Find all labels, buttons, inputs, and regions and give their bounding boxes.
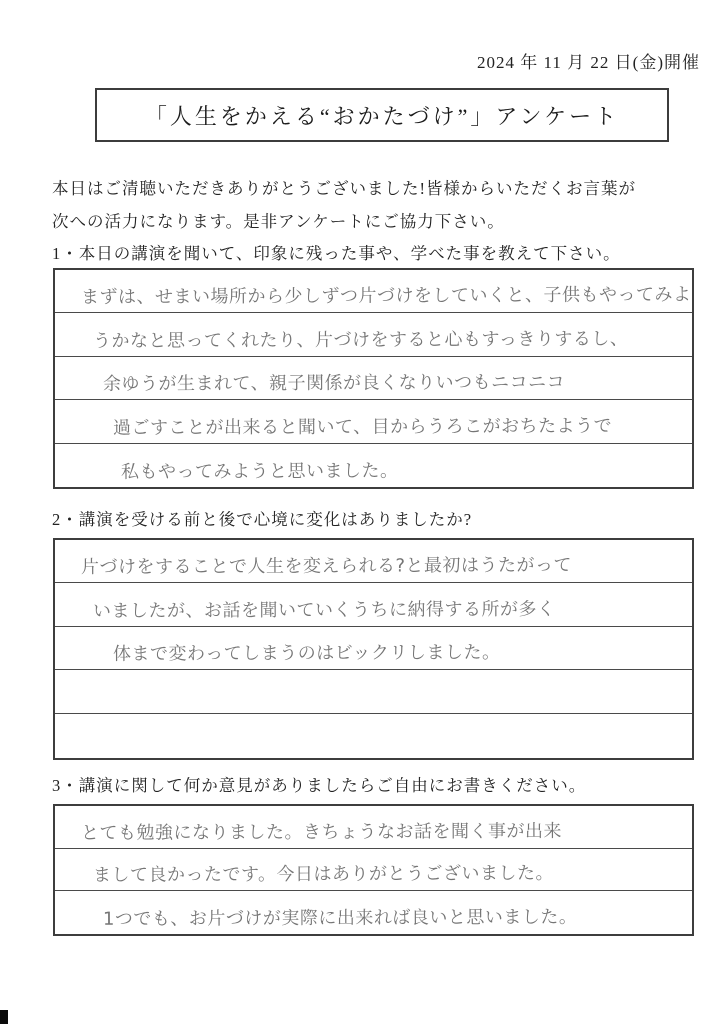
answer-1-row-5 — [55, 444, 692, 487]
answer-1-row-4 — [55, 400, 692, 443]
answer-box-3 — [53, 804, 694, 936]
handwritten-answer-line: とても勉強になりました。きちょうなお話を聞く事が出来 — [80, 820, 562, 844]
handwritten-answer-line: うかなと思ってくれたり、片づけをすると心もすっきりするし、 — [92, 328, 629, 352]
survey-title-box — [95, 88, 669, 142]
answer-3-row-3 — [55, 891, 692, 934]
answer-2-row-2 — [55, 583, 692, 626]
answer-3-row-1 — [55, 806, 692, 849]
question-1: 1・本日の講演を聞いて、印象に残った事や、学べた事を教えて下さい。 — [52, 244, 621, 263]
handwritten-answer-line: 私もやってみようと思いました。 — [120, 460, 399, 483]
intro-paragraph — [52, 172, 682, 238]
answer-1-row-2 — [55, 313, 692, 356]
answer-2-row-1 — [55, 540, 692, 583]
answer-box-1 — [53, 268, 694, 489]
handwritten-answer-line: 1つでも、お片づけが実際に出来れば良いと思いました。 — [102, 906, 578, 930]
handwritten-answer-line: まして良かったです。今日はありがとうございました。 — [92, 863, 555, 887]
handwritten-answer-line: いましたが、お話を聞いていくうちに納得する所が多く — [92, 598, 556, 622]
intro-line-1: 本日はご清聴いただきありがとうございました!皆様からいただくお言葉が — [52, 179, 636, 198]
handwritten-answer-line — [55, 709, 81, 712]
question-2: 2・講演を受ける前と後で心境に変化はありましたか? — [52, 510, 473, 529]
answer-1-row-1 — [55, 270, 692, 313]
survey-title: 「人生をかえる“おかたづけ”」アンケート — [144, 103, 620, 129]
handwritten-answer-line: 片づけをすることで人生を変えられる?と最初はうたがって — [80, 555, 573, 579]
handwritten-answer-line: 過ごすことが出来ると聞いて、目からうろこがおちたようで — [112, 415, 613, 439]
scan-artifact-mark — [0, 1010, 8, 1024]
answer-box-2 — [53, 538, 694, 760]
answer-2-row-4 — [55, 670, 692, 713]
event-date: 2024 年 11 月 22 日(金)開催 — [477, 53, 700, 72]
handwritten-answer-line: まずは、せまい場所から少しずつ片づけをしていくと、子供もやってみよ — [80, 284, 692, 309]
handwritten-answer-line — [55, 754, 81, 757]
answer-1-row-3 — [55, 357, 692, 400]
answer-2-row-3 — [55, 627, 692, 670]
answer-3-row-2 — [55, 849, 692, 892]
answer-2-row-5 — [55, 714, 692, 757]
handwritten-answer-line: 体まで変わってしまうのはビックリしました。 — [112, 642, 501, 665]
intro-line-2: 次への活力になります。是非アンケートにご協力下さい。 — [52, 212, 505, 231]
handwritten-answer-line: 余ゆうが生まれて、親子関係が良くなりいつもニコニコ — [102, 371, 566, 395]
question-3: 3・講演に関して何か意見がありましたらご自由にお書きください。 — [52, 776, 587, 795]
